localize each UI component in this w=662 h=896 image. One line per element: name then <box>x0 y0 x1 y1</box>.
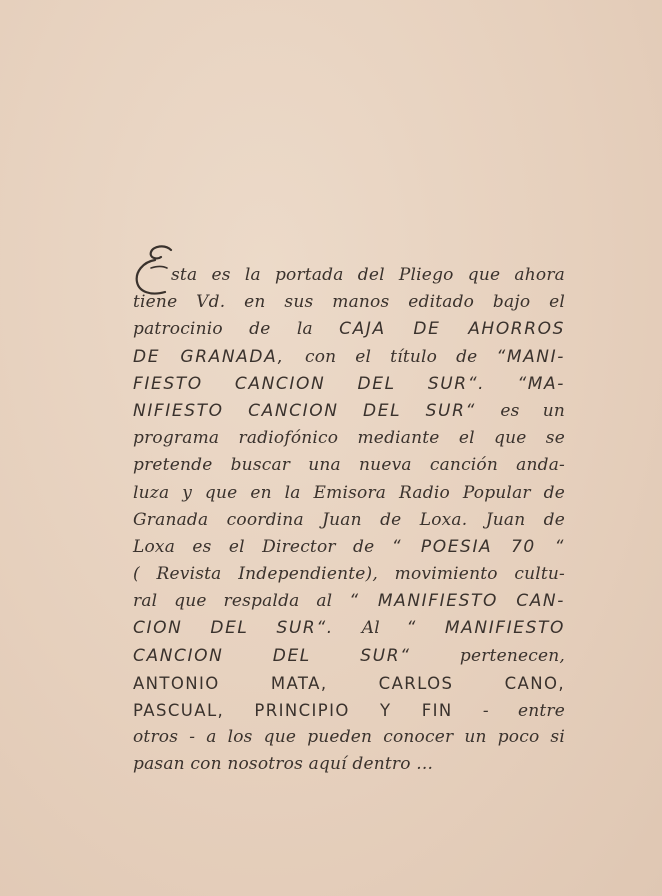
text-segment: Al <box>361 618 407 639</box>
text-segment: “ POESIA 70 “ <box>391 536 565 557</box>
text-segment: pasan con nosotros aquí dentro ... <box>133 754 434 775</box>
text-segment: luza y que en la Emisora Radio Popular de <box>133 482 565 503</box>
text-line <box>133 344 565 371</box>
text-segment: DE GRANADA, <box>133 346 305 367</box>
text-segment: tiene Vd. en sus manos editado bajo el <box>133 292 565 313</box>
text-line <box>133 697 565 724</box>
text-segment: “ MANIFIESTO <box>406 618 565 639</box>
text-segment: sta es la portada del Pliego que ahora <box>171 265 565 285</box>
text-segment: PASCUAL, PRINCIPIO Y FIN <box>133 701 483 720</box>
text-line <box>133 262 565 289</box>
text-line <box>133 289 565 316</box>
text-segment: CION DEL SUR“. <box>133 618 362 639</box>
text-line <box>133 480 565 507</box>
text-line <box>133 425 565 452</box>
text-segment: pertenecen, <box>459 645 565 666</box>
text-line <box>133 507 565 534</box>
text-segment: CAJA DE AHORROS <box>339 319 565 340</box>
text-line <box>133 534 565 561</box>
text-segment: CANCION DEL SUR“ <box>133 645 460 666</box>
text-line <box>133 643 565 670</box>
text-line <box>133 670 565 697</box>
text-line <box>133 561 565 588</box>
text-segment: ANTONIO MATA, CARLOS CANO, <box>133 673 565 693</box>
text-line <box>133 452 565 479</box>
text-line <box>133 588 565 615</box>
text-line <box>133 316 565 343</box>
text-line <box>133 371 565 398</box>
text-segment: “MANI- <box>496 346 565 367</box>
text-segment: Loxa es el Director de <box>133 536 392 557</box>
text-segment: patrocinio de la <box>133 319 340 340</box>
text-segment: ( Revista Independiente), movimiento cultu- <box>133 564 565 585</box>
text-line <box>133 751 565 778</box>
text-line <box>133 398 565 425</box>
text-segment: Granada coordina Juan de Loxa. Juan de <box>133 509 565 530</box>
text-segment: “ MANIFIESTO CAN- <box>349 591 565 612</box>
text-segment: pretende buscar una nueva canción anda- <box>133 455 565 476</box>
text-segment: con el título de <box>305 346 497 367</box>
text-segment: es un <box>500 400 565 421</box>
text-segment: - entre <box>482 701 565 721</box>
text-line <box>133 724 565 751</box>
text-segment: otros - a los que pueden conocer un poco si <box>133 727 565 748</box>
text-segment: FIESTO CANCION DEL SUR“. “MA- <box>133 373 565 394</box>
text-segment: NIFIESTO CANCION DEL SUR“ <box>133 400 501 421</box>
text-segment: programa radiofónico mediante el que se <box>133 428 565 449</box>
manifesto-paragraph <box>133 262 565 779</box>
text-segment: ral que respalda al <box>133 591 350 612</box>
text-line <box>133 615 565 642</box>
